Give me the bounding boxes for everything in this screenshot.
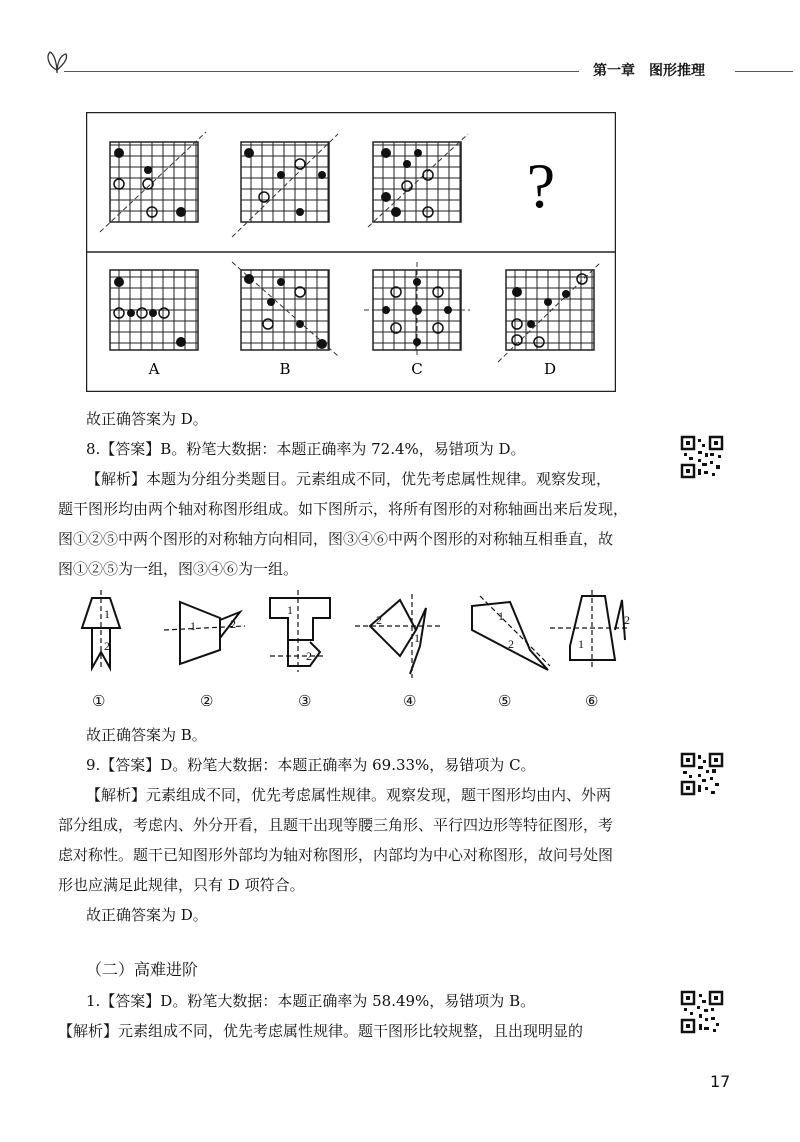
chapter-title: 第一章 图形推理 [593,63,705,79]
option-grid-a [110,270,198,350]
svg-text:2: 2 [230,617,236,631]
figure-label-4: ④ [403,692,417,710]
q8-analysis-3: 图①②⑤中两个图形的对称轴方向相同，图③④⑥中两个图形的对称轴互相垂直，故 [58,530,614,548]
question-grid-1 [100,132,206,232]
option-label-d: D [543,360,557,378]
svg-text:1: 1 [287,603,293,617]
page-number: 17 [710,1072,731,1091]
q9-analysis-4: 形也应满足此规律，只有 D 项符合。 [58,876,305,894]
svg-text:1: 1 [498,609,504,623]
figure-label-2: ② [200,692,214,710]
svg-text:1: 1 [104,607,110,621]
option-grid-c [364,262,470,358]
puzzle-figure [86,112,616,392]
q9-analysis-3: 虑对称性。题干已知图形外部均为轴对称图形，内部均为中心对称图形，故问号处图 [58,846,614,864]
header-rule-right [735,71,793,72]
figure-label-3: ③ [298,692,312,710]
answer-line: 故正确答案为 D。 [86,410,208,428]
q8-analysis-2: 题干图形均由两个轴对称图形组成。如下图所示，将所有图形的对称轴画出来后发现， [58,500,629,518]
s2-q1-analysis: 【解析】元素组成不同，优先考虑属性规律。题干图形比较规整，且出现明显的 [58,1022,584,1040]
svg-text:2: 2 [376,613,382,627]
section-title: （二）高难进阶 [86,960,199,979]
answer-line: 故正确答案为 B。 [86,726,207,744]
symmetry-figures [70,590,650,720]
option-label-b: B [279,360,291,378]
q9-analysis-1: 【解析】元素组成不同，优先考虑属性规律。观察发现，题干图形均由内、外两 [86,786,612,804]
svg-text:1: 1 [414,631,420,645]
question-grid-2 [232,134,338,237]
answer-line: 故正确答案为 D。 [86,906,208,924]
option-grid-d [498,262,601,362]
option-label-c: C [411,360,423,378]
qr-code-icon[interactable] [680,990,724,1034]
svg-text:2: 2 [104,639,110,653]
qr-code-icon[interactable] [680,752,724,796]
q8-answer-line: 8.【答案】B。粉笔大数据：本题正确率为 72.4%，易错项为 D。 [86,440,526,458]
q8-analysis-4: 图①②⑤为一组，图③④⑥为一组。 [58,560,299,578]
q8-analysis-1: 【解析】本题为分组分类题目。元素组成不同，优先考虑属性规律。观察发现， [86,470,612,488]
figure-label-6: ⑥ [585,692,599,710]
question-grid-3 [368,134,468,227]
svg-text:2: 2 [508,637,514,651]
svg-text:1: 1 [578,637,584,651]
option-grid-b [232,262,338,356]
svg-text:2: 2 [306,649,312,663]
figure-label-5: ⑤ [498,692,512,710]
qr-code-icon[interactable] [680,435,724,479]
question-mark: ? [526,150,556,221]
svg-text:1: 1 [190,619,196,633]
q9-answer-line: 9.【答案】D。粉笔大数据：本题正确率为 69.33%，易错项为 C。 [86,756,536,774]
header-rule [64,71,579,72]
svg-text:2: 2 [624,613,630,627]
option-label-a: A [148,360,160,378]
q9-analysis-2: 部分组成，考虑内、外分开看，且题干出现等腰三角形、平行四边形等特征图形，考 [58,816,614,834]
figure-label-1: ① [92,692,106,710]
s2-q1-answer-line: 1.【答案】D。粉笔大数据：本题正确率为 58.49%，易错项为 B。 [86,992,536,1010]
